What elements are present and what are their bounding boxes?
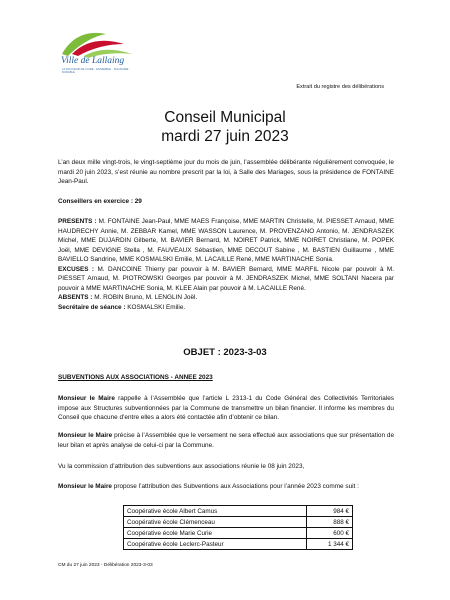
- p1-lead: Monsieur le Maire: [58, 395, 115, 402]
- absents-label: ABSENTS :: [58, 294, 93, 301]
- subject-heading: SUBVENTIONS AUX ASSOCIATIONS - ANNEE 2023: [58, 374, 213, 381]
- meeting-date: mardi 27 juin 2023: [161, 128, 289, 145]
- association-name: Coopérative école Marie Curie: [124, 528, 307, 539]
- secretaire-label: Secrétaire de séance :: [58, 303, 126, 311]
- absents-paragraph: [58, 293, 394, 303]
- subvention-amount: 600 €: [307, 528, 353, 539]
- paragraph-proposition: [58, 482, 394, 492]
- p2-text: précise à l’Assemblée que le versement ne sera effectué aux associations que sur présentation de leur bilan et après analyse de celui-ci par la Commune.: [58, 432, 394, 449]
- logo-tagline: LA DOUCEUR DE VIVRE · ENSEMBLE · SOLIDAIRE · DURABLE: [62, 68, 131, 75]
- paragraph-versement: [58, 431, 394, 450]
- page-footer: CM du 27 juin 2023 - Délibération 2023-3-03: [58, 563, 153, 568]
- paragraph-article-l2313: [58, 394, 394, 423]
- register-extract-label: Extrait du registre des délibérations: [296, 84, 384, 90]
- logo-name: Ville de Lallaing: [61, 56, 125, 66]
- p4-text: propose l’attribution des Subventions aux Associations pour l’année 2023 comme suit :: [111, 483, 359, 490]
- table-row: [124, 528, 353, 539]
- subvention-amount: 984 €: [307, 506, 353, 517]
- subvention-amount: 888 €: [307, 517, 353, 528]
- attendance-block: [58, 217, 394, 312]
- table-row: [124, 506, 353, 517]
- city-logo: [58, 24, 146, 94]
- intro-paragraph: L’an deux mille vingt-trois, le vingt-septième jour du mois de juin, l’assemblée délibérante régulièrement convoquée, le mardi 20 juin 2023, s’est réunie au nombre prescrit par la loi, à Salle des Mariages, sous la présidence de FONTAINE Jean-Paul.: [58, 159, 394, 185]
- presents-paragraph: [58, 217, 394, 265]
- absents-list: M. ROBIN Bruno, M. LENGLIN Joël.: [92, 294, 198, 301]
- table-row: [124, 517, 353, 528]
- p1-text: rappelle à l’Assemblée que l’article L 2313-1 du Code Général des Collectivités Territoriales impose aux Structures subventionnées par la Commune de transmettre un bilan financier. Il informe les membres du Conseil que chacune d’entre elles a alors été contactée afin d’obtenir ce bilan.: [58, 395, 394, 421]
- secretaire-paragraph: [58, 303, 394, 313]
- objet-heading: OBJET : 2023-3-03: [183, 347, 267, 358]
- excuses-paragraph: [58, 265, 394, 294]
- conseillers-count: Conseillers en exercice : 29: [58, 198, 142, 205]
- page-title: Conseil Municipal: [164, 109, 286, 126]
- association-name: Coopérative école Albert Camus: [124, 506, 307, 517]
- excuses-label: EXCUSES :: [58, 265, 95, 273]
- presents-list: M. FONTAINE Jean-Paul, MME MAES Françoise, MME MARTIN Christelle, M. PIESSET Arnaud, MME HAUDRECHY Annie, M. ZEBBAR Kamel, MME WASSON Laurence, M. PROVENZANO Antonio, M. JENDRASZEK Michel, MME DUJARDIN Gilberte, M. BAVIER Bernard, M. NOIRET Patrick, MME NOIRET Christiane, M. POPEK Joël, MME DEVIGNE Stella , M. FAUVEAUX Sébastien, MME DECOUT Sabine , M. BASTIEN Guillaume , MME BAVIELLO Sandrine, MME KOSMALSKI Emilie, M. LACAILLE René, MME MARTINACHE Sonia.: [58, 218, 394, 263]
- association-name: Coopérative école Clémenceau: [124, 517, 307, 528]
- paragraph-commission: Vu la commission d’attribution des subventions aux associations réunie le 08 juin 2023,: [58, 463, 305, 470]
- logo-hills-icon: [58, 24, 146, 58]
- excuses-list: M. DANCOINE Thierry par pouvoir à M. BAVIER Bernard, MME MARFIL Nicole par pouvoir à M. PIESSET Arnaud, M. PIOTROWSKI Georges par pouvoir à M. JENDRASZEK Michel, MME SOLTANI Nacera par pouvoir à MME MARTINACHE Sonia, M. KLEE Alain par pouvoir à M. LACAILLE René.: [58, 265, 394, 292]
- subvention-amount: 1 344 €: [307, 539, 353, 550]
- presents-label: PRESENTS :: [58, 218, 97, 225]
- p2-lead: Monsieur le Maire: [58, 432, 113, 439]
- subventions-table: [123, 505, 353, 550]
- secretaire-name: KOSMALSKI Emilie.: [125, 303, 186, 311]
- table-row: [124, 539, 353, 550]
- association-name: Coopérative école Leclerc-Pasteur: [124, 539, 307, 550]
- p4-lead: Monsieur le Maire: [58, 483, 112, 490]
